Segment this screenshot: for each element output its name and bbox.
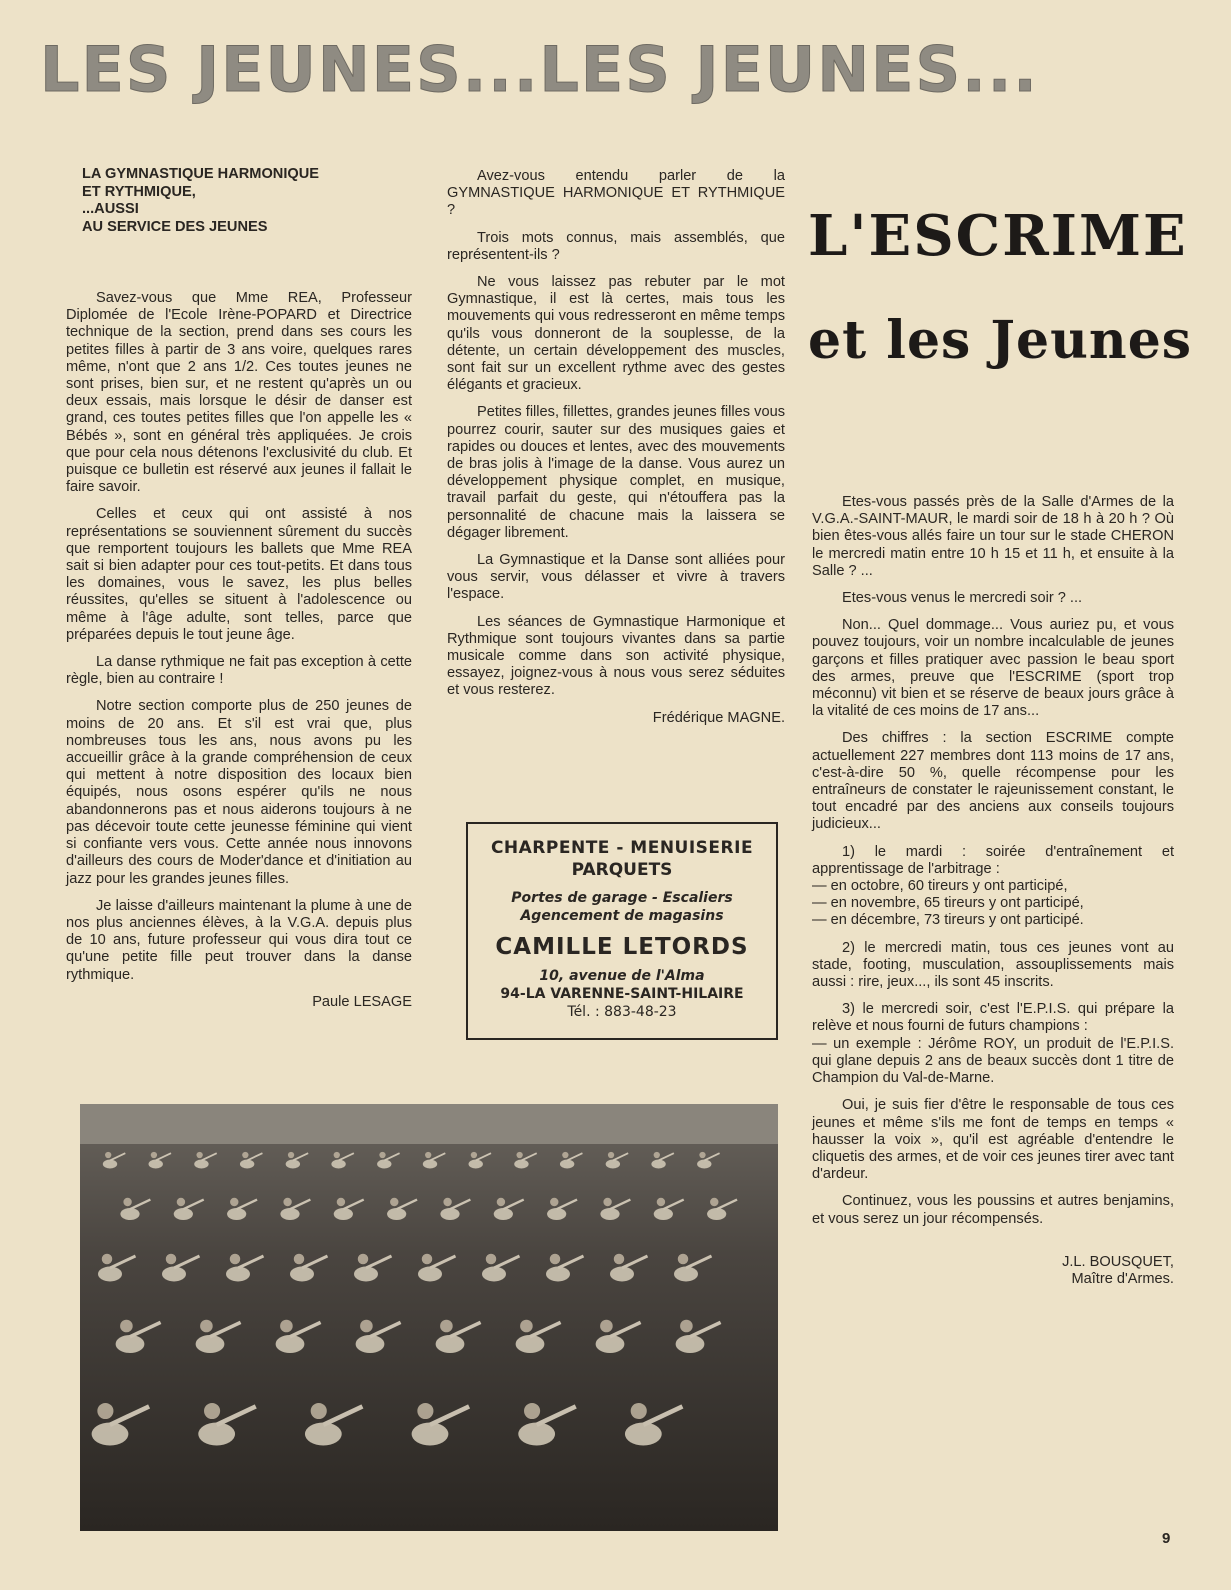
paragraph: La danse rythmique ne fait pas exception à cette règle, bien au contraire ! [66, 654, 412, 688]
paragraph: Savez-vous que Mme REA, Professeur Diplomée de l'Ecole Irène-POPARD et Directrice technique de la section, prend dans ses cours les petites filles à partir de 3 ans voire, quelques rares même, n'ont que 2 ans 1/2. Ces toutes jeunes ne sont prises, bien sur, et ne restent qu'après un ou deux essais, mais lorsque le désir de danser est grand, ces toutes petites filles que l'on appelle les « Bébés », sont en général très appliquées. Je crois que pour cela nous détenons l'exclusivité du club. Et puisque ce bulletin est réservé aux jeunes il fallait le faire savoir. [66, 290, 412, 496]
paragraph: Celles et ceux qui ont assisté à nos représentations se souviennent sûrement du succès que remportent toujours les ballets que Mme REA sait si bien adapter pour ces tout-petits. Et dans tous les domaines, vous le savez, les plus belles réussites, qu'elles se situent à l'adolescence ou même à l'âge adulte, sont telles, parce que préparées depuis le tout jeune âge. [66, 506, 412, 643]
dancer-head [710, 1198, 718, 1206]
dancer-figure [103, 1160, 117, 1169]
dancer-figure [418, 1267, 442, 1282]
ad-phone: Tél. : 883-48-23 [567, 1004, 677, 1020]
dancer-head [471, 1152, 477, 1158]
dancer-figure [518, 1423, 555, 1446]
signature-name: J.L. BOUSQUET, [1062, 1253, 1174, 1270]
dancer-head [699, 1152, 705, 1158]
paragraph-list [812, 1001, 1174, 1087]
dancer-figure [334, 1208, 353, 1220]
dancer-head [120, 1320, 133, 1333]
dancer-head [486, 1254, 497, 1265]
list-intro: 3) le mercredi soir, c'est l'E.P.I.S. qui prépare la relève et nous fourni de futurs champions : [812, 1001, 1174, 1035]
dancer-figure [516, 1335, 545, 1353]
dancer-head [440, 1320, 453, 1333]
dancer-figure [227, 1208, 246, 1220]
dancer-figure [387, 1208, 406, 1220]
dancer-figure [280, 1208, 299, 1220]
dancer-figure [436, 1335, 465, 1353]
list-item: — un exemple : Jérôme ROY, un produit de l'E.P.I.S. qui glane depuis 2 ans de beaux succès dont 1 titre de Champion du Val-de-Marne. [812, 1035, 1174, 1087]
dancer-figure [423, 1160, 437, 1169]
heading-line: ET RYTHMIQUE, [82, 183, 196, 200]
dancer-head [678, 1254, 689, 1265]
dancer-figure [226, 1267, 250, 1282]
article-fencing-column [812, 494, 1174, 1298]
dancer-head [242, 1152, 248, 1158]
paragraph: Avez-vous entendu parler de la GYMNASTIQUE HARMONIQUE ET RYTHMIQUE ? [447, 168, 785, 219]
dancer-figure [286, 1160, 300, 1169]
signature-title: Maître d'Armes. [1071, 1270, 1174, 1287]
fencing-headline [808, 196, 1208, 376]
dancer-head [562, 1152, 568, 1158]
dancer-figure [494, 1208, 513, 1220]
dancer-figure [610, 1267, 634, 1282]
dancer-head [600, 1320, 613, 1333]
dancer-head [166, 1254, 177, 1265]
carpentry-advertisement [466, 822, 778, 1040]
dancer-head [516, 1152, 522, 1158]
paragraph: Etes-vous venus le mercredi soir ? ... [842, 590, 1083, 607]
dancer-head [204, 1403, 220, 1419]
dancer-head [422, 1254, 433, 1265]
dancer-figure [600, 1208, 619, 1220]
dancer-figure [707, 1208, 726, 1220]
dancer-head [288, 1152, 294, 1158]
dancer-figure [654, 1208, 673, 1220]
dancer-figure [606, 1160, 620, 1169]
dancer-figure [356, 1335, 385, 1353]
dancer-figure [625, 1423, 662, 1446]
dancer-figure [354, 1267, 378, 1282]
dancer-head [603, 1198, 611, 1206]
list-item: — en octobre, 60 tireurs y ont participé, [812, 878, 1068, 895]
ad-town: 94-LA VARENNE-SAINT-HILAIRE [500, 986, 744, 1002]
ad-line: PARQUETS [571, 860, 673, 880]
paragraph: La Gymnastique et la Danse sont alliées pour vous servir, vous délasser et vivre à travers l'espace. [447, 552, 785, 603]
dancer-figure [547, 1208, 566, 1220]
dancer-figure [198, 1423, 235, 1446]
dancer-figure [290, 1267, 314, 1282]
dancer-head [123, 1198, 131, 1206]
paragraph: Ne vous laissez pas rebuter par le mot Gymnastique, il est là certes, mais tous les mouvements qui vous redresseront en même temps qu'ils vous donneront de la souplesse, de la détente, un certain développement des muscles, sont fait sur un excellent rythme avec des gestes élégants et gracieux. [447, 274, 785, 394]
dancer-head [102, 1254, 113, 1265]
dancer-head [280, 1320, 293, 1333]
headline-line-2: et les Jeunes [808, 310, 1193, 371]
paragraph: Notre section comporte plus de 250 jeunes de moins de 20 ans. Et s'il est vrai que, plus nombreuses tous les ans, nous avons pu les accueillir grâce à la grande compréhension de ceux qui mettent à notre disposition des locaux bien équipés, nous osons espérer qu'ils ne nous abandonnerons pas et nous aiderons toujours à ne pas décevoir toute cette jeunesse féminine qui vient si confiante vers vous. Cette année nous innovons d'ailleurs des cours de Moder'dance et d'initiation au jazz pour les grandes jeunes filles. [66, 698, 412, 887]
ad-line: Portes de garage - Escaliers [511, 890, 733, 906]
article-gymnastics-column [66, 166, 412, 1021]
paragraph: Trois mots connus, mais assemblés, que représentent-ils ? [447, 229, 785, 263]
headline-line-1: L'ESCRIME [808, 203, 1188, 269]
dancer-head [177, 1198, 185, 1206]
dancer-head [196, 1152, 202, 1158]
dancer-head [97, 1403, 113, 1419]
dancer-figure [546, 1267, 570, 1282]
dancer-figure [98, 1267, 122, 1282]
dancer-figure [560, 1160, 574, 1169]
dancer-head [390, 1198, 398, 1206]
dancer-figure [331, 1160, 345, 1169]
author-signature: Frédérique MAGNE. [652, 709, 785, 726]
dancer-head [360, 1320, 373, 1333]
ad-line: CHARPENTE - MENUISERIE [490, 838, 754, 858]
ad-company-name: CAMILLE LETORDS [495, 934, 749, 960]
dancer-head [608, 1152, 614, 1158]
dancer-figure [482, 1267, 506, 1282]
dancer-head [497, 1198, 505, 1206]
dancer-head [294, 1254, 305, 1265]
dancer-head [230, 1198, 238, 1206]
dancer-figure [92, 1423, 129, 1446]
dancer-figure [596, 1335, 625, 1353]
dancer-figure [196, 1335, 225, 1353]
dancer-head [200, 1320, 213, 1333]
paragraph: Je laisse d'ailleurs maintenant la plume à une de nos plus anciennes élèves, à la V.G.A. depuis plus de 10 ans, future professeur qui vous dira tout ce qu'une petite fille peut trouver dans la danse rythmique. [66, 897, 412, 983]
paragraph: Petites filles, fillettes, grandes jeunes filles vous pourrez courir, sauter sur des musiques gaies et rapides ou douces et lentes, avec des mouvements de bras jolis à l'image de la danse. Vous aurez un développement physique complet, en musique, travail parfait du geste, qui n'étouffera pas la personnalité de chacune mais la laissera se dégager librement. [447, 404, 785, 541]
dancer-figure [194, 1160, 208, 1169]
dancer-head [657, 1198, 665, 1206]
dancer-figure [240, 1160, 254, 1169]
ad-address: 10, avenue de l'Alma [539, 968, 705, 984]
dancer-head [654, 1152, 660, 1158]
dancer-head [550, 1254, 561, 1265]
dancer-figure [651, 1160, 665, 1169]
article-gymnastics-heading [82, 166, 412, 236]
dancer-head [358, 1254, 369, 1265]
dancer-figure [469, 1160, 483, 1169]
article-rhythmic-column [447, 168, 785, 737]
dancer-head [230, 1254, 241, 1265]
dancer-head [151, 1152, 157, 1158]
dancer-head [105, 1152, 111, 1158]
dancer-head [680, 1320, 693, 1333]
list-item: — en décembre, 73 tireurs y ont participé. [812, 912, 1084, 929]
paragraph: Des chiffres : la section ESCRIME compte actuellement 227 membres dont 113 moins de 17 ans, c'est-à-dire 50 %, quelle récompense pour les entraîneurs de constater le rajeunissement constant, le tout encadré par des anciens aux conseils toujours judicieux... [812, 730, 1174, 833]
dancer-head [524, 1403, 540, 1419]
dance-class-photo [80, 1104, 778, 1531]
ad-line: Agencement de magasins [520, 908, 724, 924]
dancer-head [283, 1198, 291, 1206]
dancer-figure [162, 1267, 186, 1282]
paragraph: Etes-vous passés près de la Salle d'Armes de la V.G.A.-SAINT-MAUR, le mardi soir de 18 h à 20 h ? Où bien êtes-vous allés faire un tour sur le stade CHERON le mercredi matin entre 10 h 15 et 11 h, et ensuite à la Salle ? ... [812, 494, 1174, 579]
masthead-title: LES JEUNES...LES JEUNES... [40, 33, 1039, 106]
dancers-illustration [80, 1104, 778, 1531]
dancer-figure [514, 1160, 528, 1169]
dancer-head [520, 1320, 533, 1333]
dancer-head [311, 1403, 327, 1419]
dancer-head [334, 1152, 340, 1158]
dancer-head [631, 1403, 647, 1419]
author-signature: Paule LESAGE [312, 993, 412, 1010]
dancer-head [425, 1152, 431, 1158]
dancer-figure [120, 1208, 139, 1220]
dancer-head [379, 1152, 385, 1158]
page-number: 9 [1162, 1530, 1171, 1547]
dancer-figure [377, 1160, 391, 1169]
paragraph-list [812, 844, 1174, 930]
paragraph: Les séances de Gymnastique Harmonique et Rythmique sont toujours vivantes dans sa partie musicale comme dans son activité physique, essayez, joignez-vous à nous vous serez séduites et vous resterez. [447, 613, 785, 699]
heading-line: LA GYMNASTIQUE HARMONIQUE [82, 166, 320, 182]
dancer-figure [149, 1160, 163, 1169]
dancer-figure [676, 1335, 705, 1353]
dancer-head [337, 1198, 345, 1206]
dancer-figure [116, 1335, 145, 1353]
dancer-figure [440, 1208, 459, 1220]
heading-line: AU SERVICE DES JEUNES [82, 218, 268, 235]
author-signature [812, 1254, 1174, 1288]
dancer-head [550, 1198, 558, 1206]
paragraph: Continuez, vous les poussins et autres benjamins, et vous serez un jour récompensés. [812, 1193, 1174, 1227]
dancer-head [443, 1198, 451, 1206]
heading-line: ...AUSSI [82, 201, 139, 217]
paragraph: 2) le mercredi matin, tous ces jeunes vont au stade, footing, musculation, assouplissements mais aussi : rire, jeux..., ils sont 45 inscrits. [812, 939, 1174, 991]
paragraph: Non... Quel dommage... Vous auriez pu, et vous pouvez toujours, voir un nombre incalculable de jeunes garçons et filles pratiquer avec passion le beau sport des armes, preuve que l'ESCRIME (sport trop méconnu) vit bien et se réserve de beaux jours grâce à la vitalité de ces moins de 17 ans... [812, 617, 1174, 720]
dancer-figure [174, 1208, 193, 1220]
dancer-figure [305, 1423, 342, 1446]
list-item: — en novembre, 65 tireurs y ont participé, [812, 895, 1084, 912]
dancer-figure [674, 1267, 698, 1282]
dancer-head [417, 1403, 433, 1419]
list-intro: 1) le mardi : soirée d'entraînement et apprentissage de l'arbitrage : [812, 843, 1174, 877]
dancer-figure [276, 1335, 305, 1353]
dancer-head [614, 1254, 625, 1265]
dancer-figure [412, 1423, 449, 1446]
dancer-figure [697, 1160, 711, 1169]
paragraph: Oui, je suis fier d'être le responsable de tous ces jeunes et même s'ils me font de temps en temps « hausser la voix », qu'il est agréable d'entendre le cliquetis des armes, et de voir ces jeunes tirer avec tant d'ardeur. [812, 1097, 1174, 1183]
